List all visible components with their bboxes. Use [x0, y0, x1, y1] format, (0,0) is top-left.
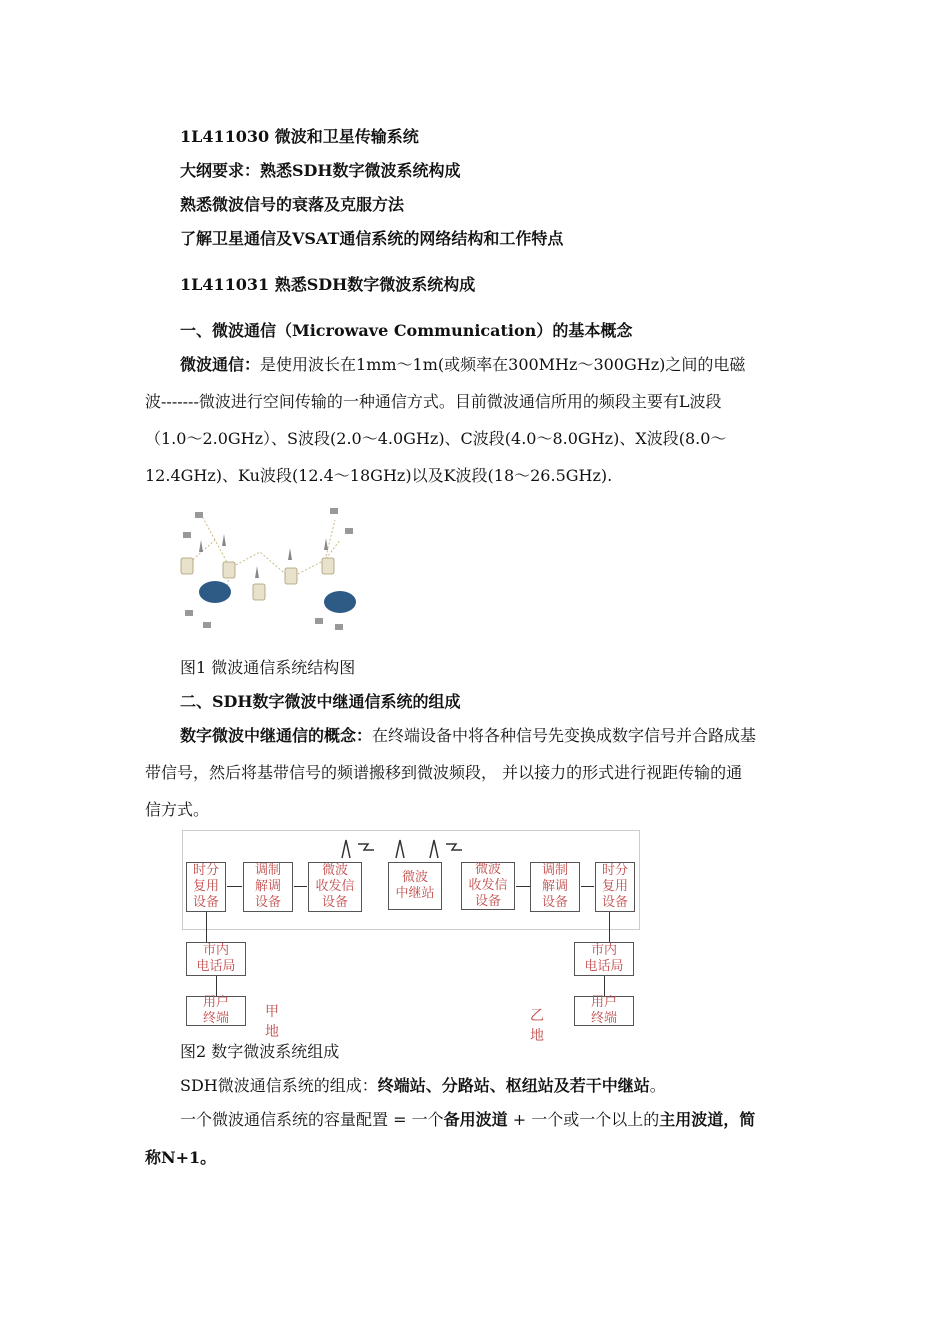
- telephone-exchange-box-right: 市内 电话局: [574, 942, 634, 976]
- outline-requirement: 大纲要求：熟悉SDH数字微波系统构成: [180, 161, 461, 180]
- user-device-icon: [345, 528, 353, 534]
- part2-concept-line3: 信方式。: [145, 800, 210, 819]
- capacity-line2: 称N+1。: [145, 1148, 217, 1167]
- tdm-box-left: 时分 复用 设备: [186, 862, 226, 912]
- user-device-icon: [183, 532, 191, 538]
- microwave-trx-box-right: 微波 收发信 设备: [461, 862, 515, 910]
- antenna-icon: [342, 840, 350, 858]
- relay-tower-icon: [285, 568, 297, 584]
- user-device-icon: [315, 618, 323, 624]
- antenna-icon: [430, 840, 438, 858]
- composition-items: 终端站、分路站、枢纽站及若干中继站: [377, 1076, 650, 1095]
- part2-concept-line1: [180, 726, 756, 746]
- user-device-icon: [335, 624, 343, 630]
- figure2-caption: 图2 数字微波系统组成: [180, 1042, 340, 1061]
- relay-tower-icon: [253, 584, 265, 600]
- relay-tower-icon: [322, 558, 334, 574]
- part1-def-line1: [180, 355, 745, 375]
- modem-box-right: 调制 解调 设备: [530, 862, 580, 912]
- relay-tower-icon: [223, 562, 235, 578]
- microwave-relay-box: 微波 中继站: [388, 862, 442, 910]
- def-text1: 是使用波长在1mm～1m(或频率在300MHz～300GHz)之间的电磁: [260, 355, 746, 374]
- composition-prefix: SDH微波通信系统的组成：: [180, 1076, 378, 1095]
- outline-item-vsat: 了解卫星通信及VSAT通信系统的网络结构和工作特点: [180, 229, 564, 248]
- user-device-icon: [195, 512, 203, 518]
- concept-text1: 在终端设备中将各种信号先变换成数字信号并合路成基: [372, 726, 757, 745]
- part2-title: 二、SDH数字微波中继通信系统的组成: [180, 692, 461, 711]
- outline-item-fading: 熟悉微波信号的衰落及克服方法: [180, 195, 405, 214]
- part1-def-line3: （1.0～2.0GHz）、S波段(2.0～4.0GHz)、C波段(4.0～8.0GHz)、X波段(8.0～: [145, 429, 727, 448]
- capacity-text3: + 一个或一个以上的: [507, 1110, 660, 1129]
- part1-title: 一、微波通信（Microwave Communication）的基本概念: [180, 321, 633, 340]
- modem-box-left: 调制 解调 设备: [243, 862, 293, 912]
- user-terminal-box-right: 用户 终端: [574, 996, 634, 1026]
- subsection-heading: 1L411031 熟悉SDH数字微波系统构成: [180, 275, 476, 294]
- antenna-links: [330, 832, 480, 860]
- place-a-label: 甲地: [265, 1004, 279, 1040]
- capacity-line1: [180, 1110, 755, 1130]
- composition-suffix: 。: [649, 1076, 666, 1095]
- part1-def-line2: 波-------微波进行空间传输的一种通信方式。目前微波通信所用的频段主要有L波段: [145, 392, 722, 411]
- section-code-heading: 1L411030 微波和卫星传输系统: [180, 127, 419, 146]
- telephone-exchange-box-left: 市内 电话局: [186, 942, 246, 976]
- user-device-icon: [330, 508, 338, 514]
- part2-concept-line2: 带信号，然后将基带信号的频谱搬移到微波频段， 并以接力的形式进行视距传输的通: [145, 763, 743, 782]
- place-b-label: 乙地: [530, 1008, 544, 1044]
- user-device-icon: [185, 610, 193, 616]
- def-term: 微波通信：: [180, 355, 261, 374]
- terminal-station-icon: [199, 581, 231, 603]
- antenna-icon: [396, 840, 404, 858]
- microwave-trx-box-left: 微波 收发信 设备: [308, 862, 362, 912]
- capacity-standby: 备用波道: [443, 1110, 508, 1129]
- user-device-icon: [203, 622, 211, 628]
- tdm-box-right: 时分 复用 设备: [595, 862, 635, 912]
- microwave-network-figure: [175, 500, 365, 635]
- capacity-text1: 一个微波通信系统的容量配置 = 一个: [180, 1110, 444, 1129]
- part1-def-line4: 12.4GHz)、Ku波段(12.4～18GHz)以及K波段(18～26.5GHz).: [145, 466, 613, 485]
- figure1-caption: 图1 微波通信系统结构图: [180, 658, 356, 677]
- user-terminal-box-left: 用户 终端: [186, 996, 246, 1026]
- composition-line: [180, 1076, 666, 1096]
- capacity-main: 主用波道，简: [659, 1110, 756, 1129]
- relay-tower-icon: [181, 558, 193, 574]
- terminal-station-icon: [324, 591, 356, 613]
- concept-term: 数字微波中继通信的概念：: [180, 726, 373, 745]
